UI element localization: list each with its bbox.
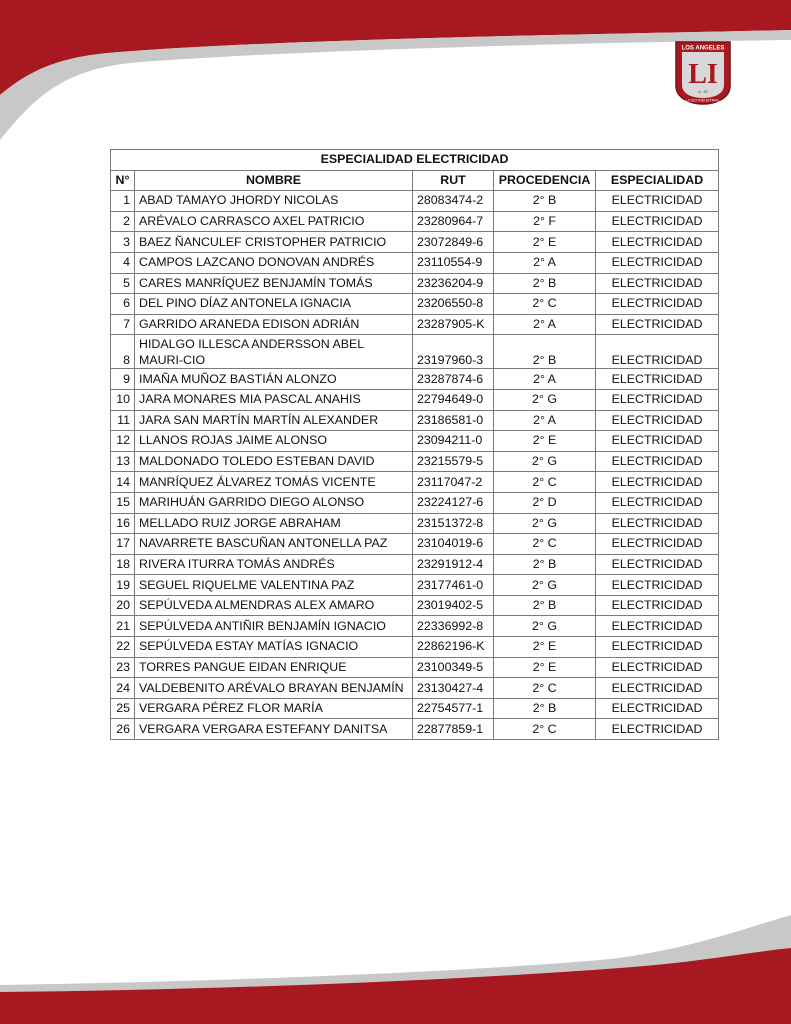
student-especialidad: ELECTRICIDAD xyxy=(596,314,719,335)
student-especialidad: ELECTRICIDAD xyxy=(596,191,719,212)
student-procedencia: 2° B xyxy=(494,698,596,719)
student-rut: 23197960-3 xyxy=(413,335,494,369)
student-name: DEL PINO DÍAZ ANTONELA IGNACIA xyxy=(135,294,413,315)
student-especialidad: ELECTRICIDAD xyxy=(596,369,719,390)
table-row xyxy=(111,431,719,452)
student-rut: 23287874-6 xyxy=(413,369,494,390)
table-title-row xyxy=(111,150,719,171)
student-especialidad: ELECTRICIDAD xyxy=(596,410,719,431)
row-number: 9 xyxy=(111,369,135,390)
student-rut: 23287905-K xyxy=(413,314,494,335)
row-number: 17 xyxy=(111,534,135,555)
student-rut: 23215579-5 xyxy=(413,451,494,472)
student-especialidad: ELECTRICIDAD xyxy=(596,451,719,472)
student-name: ABAD TAMAYO JHORDY NICOLAS xyxy=(135,191,413,212)
row-number: 20 xyxy=(111,595,135,616)
student-name: GARRIDO ARANEDA EDISON ADRIÁN xyxy=(135,314,413,335)
student-procedencia: 2° A xyxy=(494,410,596,431)
student-especialidad: ELECTRICIDAD xyxy=(596,294,719,315)
student-name: JARA SAN MARTÍN MARTÍN ALEXANDER xyxy=(135,410,413,431)
student-name: TORRES PANGUE EIDAN ENRIQUE xyxy=(135,657,413,678)
student-especialidad: ELECTRICIDAD xyxy=(596,678,719,699)
student-procedencia: 2° G xyxy=(494,575,596,596)
header-num: N° xyxy=(111,170,135,191)
student-procedencia: 2° C xyxy=(494,472,596,493)
header-rut: RUT xyxy=(413,170,494,191)
student-rut: 28083474-2 xyxy=(413,191,494,212)
school-logo xyxy=(672,40,734,106)
student-rut: 22794649-0 xyxy=(413,389,494,410)
table-row xyxy=(111,294,719,315)
student-name: VERGARA VERGARA ESTEFANY DANITSA xyxy=(135,719,413,740)
student-rut: 23186581-0 xyxy=(413,410,494,431)
student-especialidad: ELECTRICIDAD xyxy=(596,232,719,253)
student-procedencia: 2° A xyxy=(494,369,596,390)
table-row xyxy=(111,554,719,575)
student-especialidad: ELECTRICIDAD xyxy=(596,335,719,369)
student-procedencia: 2° B xyxy=(494,273,596,294)
student-procedencia: 2° E xyxy=(494,232,596,253)
student-especialidad: ELECTRICIDAD xyxy=(596,554,719,575)
student-procedencia: 2° B xyxy=(494,554,596,575)
table-row xyxy=(111,637,719,658)
row-number: 25 xyxy=(111,698,135,719)
row-number: 22 xyxy=(111,637,135,658)
student-procedencia: 2° B xyxy=(494,191,596,212)
row-number: 14 xyxy=(111,472,135,493)
student-procedencia: 2° E xyxy=(494,637,596,658)
row-number: 10 xyxy=(111,389,135,410)
student-rut: 23094211-0 xyxy=(413,431,494,452)
student-name: MALDONADO TOLEDO ESTEBAN DAVID xyxy=(135,451,413,472)
table-row xyxy=(111,678,719,699)
student-rut: 23236204-9 xyxy=(413,273,494,294)
student-rut: 22877859-1 xyxy=(413,719,494,740)
header-especialidad: ESPECIALIDAD xyxy=(596,170,719,191)
student-rut: 23224127-6 xyxy=(413,492,494,513)
student-especialidad: ELECTRICIDAD xyxy=(596,595,719,616)
student-procedencia: 2° C xyxy=(494,294,596,315)
row-number: 5 xyxy=(111,273,135,294)
student-rut: 22754577-1 xyxy=(413,698,494,719)
student-rut: 23280964-7 xyxy=(413,211,494,232)
student-rut: 23151372-8 xyxy=(413,513,494,534)
student-rut: 22336992-8 xyxy=(413,616,494,637)
student-especialidad: ELECTRICIDAD xyxy=(596,492,719,513)
row-number: 8 xyxy=(111,335,135,369)
student-procedencia: 2° E xyxy=(494,431,596,452)
student-procedencia: 2° B xyxy=(494,595,596,616)
student-name: CARES MANRÍQUEZ BENJAMÍN TOMÁS xyxy=(135,273,413,294)
header-nombre: NOMBRE xyxy=(135,170,413,191)
student-rut: 23117047-2 xyxy=(413,472,494,493)
row-number: 18 xyxy=(111,554,135,575)
student-name: SEGUEL RIQUELME VALENTINA PAZ xyxy=(135,575,413,596)
table-title: ESPECIALIDAD ELECTRICIDAD xyxy=(111,150,719,171)
table-row xyxy=(111,410,719,431)
table-row xyxy=(111,616,719,637)
student-name: VERGARA PÉREZ FLOR MARÍA xyxy=(135,698,413,719)
electricity-roster-table xyxy=(110,149,719,740)
table-row xyxy=(111,252,719,273)
row-number: 4 xyxy=(111,252,135,273)
student-rut: 23130427-4 xyxy=(413,678,494,699)
table-row xyxy=(111,595,719,616)
table-row xyxy=(111,451,719,472)
student-rut: 23291912-4 xyxy=(413,554,494,575)
row-number: 1 xyxy=(111,191,135,212)
student-name: HIDALGO ILLESCA ANDERSSON ABEL MAURI-CIO xyxy=(135,335,413,369)
table-row xyxy=(111,191,719,212)
student-procedencia: 2° E xyxy=(494,657,596,678)
student-especialidad: ELECTRICIDAD xyxy=(596,637,719,658)
student-especialidad: ELECTRICIDAD xyxy=(596,513,719,534)
row-number: 13 xyxy=(111,451,135,472)
table-row xyxy=(111,335,719,369)
student-procedencia: 2° G xyxy=(494,451,596,472)
logo-text-bottom: LICEO INDUSTRIAL xyxy=(686,98,720,103)
student-rut: 23104019-6 xyxy=(413,534,494,555)
student-procedencia: 2° D xyxy=(494,492,596,513)
header-procedencia: PROCEDENCIA xyxy=(494,170,596,191)
student-name: MARIHUÁN GARRIDO DIEGO ALONSO xyxy=(135,492,413,513)
student-especialidad: ELECTRICIDAD xyxy=(596,719,719,740)
student-rut: 23206550-8 xyxy=(413,294,494,315)
row-number: 3 xyxy=(111,232,135,253)
student-name: SEPÚLVEDA ANTIÑIR BENJAMÍN IGNACIO xyxy=(135,616,413,637)
student-procedencia: 2° G xyxy=(494,389,596,410)
table-row xyxy=(111,492,719,513)
table-row xyxy=(111,472,719,493)
table-row xyxy=(111,369,719,390)
student-rut: 22862196-K xyxy=(413,637,494,658)
row-number: 21 xyxy=(111,616,135,637)
student-rut: 23019402-5 xyxy=(413,595,494,616)
student-name: BAEZ ÑANCULEF CRISTOPHER PATRICIO xyxy=(135,232,413,253)
student-especialidad: ELECTRICIDAD xyxy=(596,534,719,555)
student-especialidad: ELECTRICIDAD xyxy=(596,575,719,596)
student-procedencia: 2° F xyxy=(494,211,596,232)
student-name: RIVERA ITURRA TOMÁS ANDRÉS xyxy=(135,554,413,575)
student-rut: 23110554-9 xyxy=(413,252,494,273)
table-row xyxy=(111,273,719,294)
student-rut: 23100349-5 xyxy=(413,657,494,678)
row-number: 12 xyxy=(111,431,135,452)
logo-monogram: LI xyxy=(688,59,718,90)
table-row xyxy=(111,719,719,740)
student-especialidad: ELECTRICIDAD xyxy=(596,698,719,719)
student-procedencia: 2° A xyxy=(494,252,596,273)
table-row xyxy=(111,232,719,253)
row-number: 15 xyxy=(111,492,135,513)
row-number: 16 xyxy=(111,513,135,534)
student-name: VALDEBENITO ARÉVALO BRAYAN BENJAMÍN xyxy=(135,678,413,699)
student-especialidad: ELECTRICIDAD xyxy=(596,389,719,410)
table-row xyxy=(111,211,719,232)
table-row xyxy=(111,657,719,678)
student-especialidad: ELECTRICIDAD xyxy=(596,252,719,273)
row-number: 26 xyxy=(111,719,135,740)
student-name: IMAÑA MUÑOZ BASTIÁN ALONZO xyxy=(135,369,413,390)
student-rut: 23177461-0 xyxy=(413,575,494,596)
table-row xyxy=(111,389,719,410)
table-row xyxy=(111,513,719,534)
student-procedencia: 2° G xyxy=(494,513,596,534)
table-row xyxy=(111,575,719,596)
logo-text-top: LOS ANGELES xyxy=(681,45,725,52)
student-name: LLANOS ROJAS JAIME ALONSO xyxy=(135,431,413,452)
student-name: SEPÚLVEDA ALMENDRAS ALEX AMARO xyxy=(135,595,413,616)
student-name: SEPÚLVEDA ESTAY MATÍAS IGNACIO xyxy=(135,637,413,658)
student-procedencia: 2° C xyxy=(494,719,596,740)
student-name: ARÉVALO CARRASCO AXEL PATRICIO xyxy=(135,211,413,232)
row-number: 11 xyxy=(111,410,135,431)
row-number: 2 xyxy=(111,211,135,232)
row-number: 6 xyxy=(111,294,135,315)
student-procedencia: 2° B xyxy=(494,335,596,369)
student-procedencia: 2° C xyxy=(494,678,596,699)
table-body xyxy=(111,191,719,740)
student-name: MANRÍQUEZ ÁLVAREZ TOMÁS VICENTE xyxy=(135,472,413,493)
row-number: 23 xyxy=(111,657,135,678)
student-name: MELLADO RUIZ JORGE ABRAHAM xyxy=(135,513,413,534)
table-row xyxy=(111,698,719,719)
logo-small-text: A - 62 xyxy=(698,90,708,94)
row-number: 7 xyxy=(111,314,135,335)
student-name: CAMPOS LAZCANO DONOVAN ANDRÉS xyxy=(135,252,413,273)
table-row xyxy=(111,314,719,335)
student-especialidad: ELECTRICIDAD xyxy=(596,616,719,637)
table-header-row xyxy=(111,170,719,191)
student-name: NAVARRETE BASCUÑAN ANTONELLA PAZ xyxy=(135,534,413,555)
student-especialidad: ELECTRICIDAD xyxy=(596,657,719,678)
student-rut: 23072849-6 xyxy=(413,232,494,253)
row-number: 24 xyxy=(111,678,135,699)
student-especialidad: ELECTRICIDAD xyxy=(596,211,719,232)
student-especialidad: ELECTRICIDAD xyxy=(596,273,719,294)
student-procedencia: 2° G xyxy=(494,616,596,637)
student-procedencia: 2° A xyxy=(494,314,596,335)
student-especialidad: ELECTRICIDAD xyxy=(596,472,719,493)
student-name: JARA MONARES MIA PASCAL ANAHIS xyxy=(135,389,413,410)
table-row xyxy=(111,534,719,555)
row-number: 19 xyxy=(111,575,135,596)
student-procedencia: 2° C xyxy=(494,534,596,555)
student-especialidad: ELECTRICIDAD xyxy=(596,431,719,452)
